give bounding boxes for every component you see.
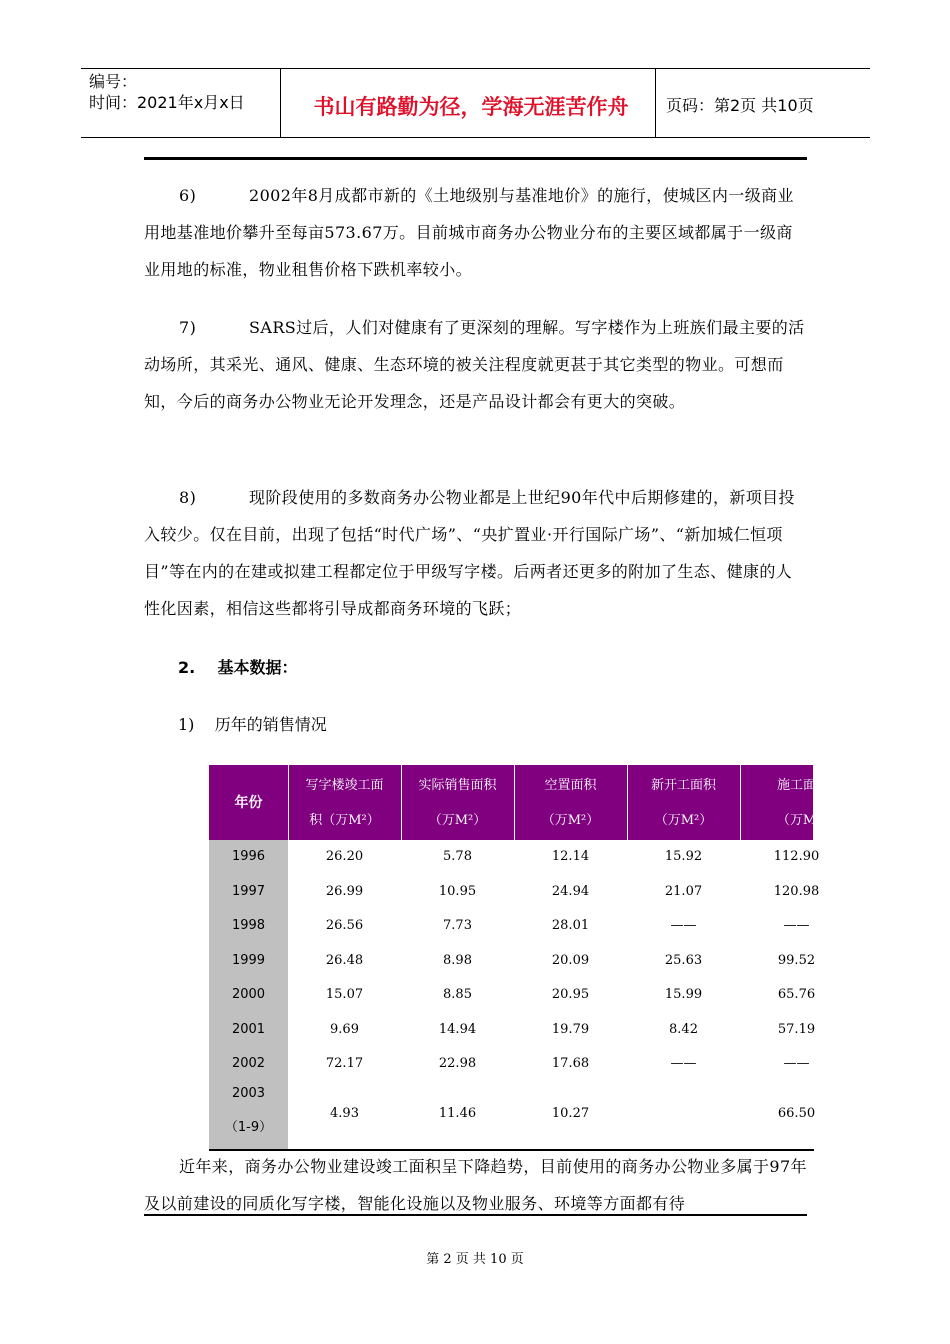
number-label: 编号： bbox=[89, 72, 138, 91]
table-row bbox=[209, 840, 820, 874]
header-meta bbox=[89, 71, 245, 113]
table-cell: 19.79 bbox=[551, 1021, 590, 1037]
table-cell: 26.56 bbox=[325, 918, 364, 933]
table-cell: 26.20 bbox=[325, 849, 364, 864]
table-cell: 15.07 bbox=[325, 987, 364, 1002]
table-cell: 57.19 bbox=[777, 1021, 816, 1037]
table-cell: 120.98 bbox=[773, 883, 820, 899]
bottom-rule bbox=[144, 1214, 807, 1216]
table-cell: 25.63 bbox=[664, 952, 703, 968]
closing-paragraph: 近年来，商务办公物业建设竣工面积呈下降趋势，目前使用的商务办公物业多属于97年及以前建设的同质化写字楼，智能化设施以及物业服务、环境等方面都有待 bbox=[144, 1157, 807, 1213]
table-cell: 99.52 bbox=[777, 952, 816, 968]
table-cell: 65.76 bbox=[777, 987, 816, 1002]
table-row bbox=[209, 1047, 813, 1081]
table-cell: 9.69 bbox=[330, 1021, 359, 1037]
table-cell: 8.98 bbox=[443, 952, 472, 968]
section-heading: 2. 基本数据： bbox=[178, 658, 298, 677]
table-cell-year: 1997 bbox=[231, 883, 266, 899]
sales-table bbox=[209, 765, 820, 1151]
page-footer: 第 2 页 共 10 页 bbox=[426, 1252, 524, 1267]
table-cell: 8.85 bbox=[443, 987, 472, 1002]
table-cell: 20.95 bbox=[551, 987, 590, 1002]
table-cell: 112.90 bbox=[773, 849, 820, 864]
table-header bbox=[209, 765, 817, 840]
table-row bbox=[209, 1077, 816, 1151]
header-vacant-area: 空置面积 （万M²） bbox=[541, 778, 600, 828]
table-cell-year: 2003 （1-9） bbox=[224, 1086, 273, 1135]
table-cell-year: 2002 bbox=[231, 1056, 266, 1071]
table-cell: 10.95 bbox=[438, 883, 477, 899]
table-cell-year: 2001 bbox=[231, 1021, 266, 1037]
table-cell: 26.48 bbox=[325, 952, 364, 968]
table-cell-year: 2000 bbox=[231, 987, 266, 1002]
paragraph-8 bbox=[144, 479, 807, 627]
table-cell: 72.17 bbox=[325, 1056, 364, 1071]
header-construction-area: 施工面 （万M bbox=[776, 778, 817, 828]
table-cell: 21.07 bbox=[664, 883, 703, 899]
table-cell: 4.93 bbox=[330, 1106, 359, 1121]
paragraph-text: 现阶段使用的多数商务办公物业都是上世纪90年代中后期修建的，新项目投入较少。仅在目前，出现了包括“时代广场”、“央扩置业·开行国际广场”、“新加城仁恒项目”等在内的在建或拟建工程都定位于甲级写字楼。后两者还更多的附加了生态、健康的人性化因素，相信这些都将引导成都商务环境的飞跃； bbox=[144, 488, 795, 618]
table-cell: 15.92 bbox=[664, 849, 703, 864]
table-cell-year: 1996 bbox=[231, 849, 266, 864]
paragraph-number: 7) bbox=[179, 318, 197, 337]
table-cell bbox=[627, 1097, 740, 1131]
table-cell: —— bbox=[670, 1056, 697, 1071]
table-row bbox=[209, 944, 816, 978]
table-cell: 26.99 bbox=[325, 883, 364, 899]
paragraph-text: 2002年8月成都市新的《土地级别与基准地价》的施行，使城区内一级商业用地基准地价攀升至每亩573.67万。目前城市商务办公物业分布的主要区域都属于一级商业用地的标准，物业租售价格下跌机率较小。 bbox=[144, 186, 794, 279]
table-cell: —— bbox=[783, 1056, 810, 1071]
header-sold-area: 实际销售面积 （万M²） bbox=[418, 778, 497, 828]
table-cell: 7.73 bbox=[443, 918, 472, 933]
paragraph-6 bbox=[144, 177, 807, 288]
time-label: 时间：2021年x月x日 bbox=[89, 93, 245, 112]
paragraph-number: 6) bbox=[179, 186, 197, 205]
table-row bbox=[209, 909, 813, 943]
top-rule bbox=[144, 157, 807, 160]
paragraph-text: SARS过后，人们对健康有了更深刻的理解。写字楼作为上班族们最主要的活动场所，其采光、通风、健康、生态环境的被关注程度就更甚于其它类型的物业。可想而知，今后的商务办公物业无论开发理念，还是产品设计都会有更大的突破。 bbox=[144, 318, 805, 411]
table-cell: 8.42 bbox=[669, 1021, 698, 1037]
table-cell: 66.50 bbox=[777, 1106, 816, 1121]
table-cell: 20.09 bbox=[551, 952, 590, 968]
header-divider bbox=[280, 69, 281, 137]
table-cell: 17.68 bbox=[551, 1056, 590, 1071]
header-motto: 书山有路勤为径，学海无涯苦作舟 bbox=[313, 95, 629, 119]
header-page-info: 页码：第2页 共10页 bbox=[666, 96, 814, 115]
table-cell: —— bbox=[670, 918, 697, 933]
table-cell: 22.98 bbox=[438, 1056, 477, 1071]
header-completed-area: 写字楼竣工面 积（万M²） bbox=[305, 778, 384, 828]
table-cell: 24.94 bbox=[551, 883, 590, 899]
paragraph-7 bbox=[144, 309, 807, 420]
table-row bbox=[209, 875, 820, 909]
table-cell: 5.78 bbox=[443, 849, 472, 864]
table-cell: 14.94 bbox=[438, 1021, 477, 1037]
table-cell-year: 1999 bbox=[231, 952, 266, 968]
header-new-start-area: 新开工面积 （万M²） bbox=[650, 778, 716, 828]
table-cell: 28.01 bbox=[551, 918, 590, 933]
paragraph-number: 8) bbox=[179, 488, 197, 507]
table-cell: 12.14 bbox=[551, 849, 590, 864]
table-row bbox=[209, 978, 816, 1012]
table-row bbox=[209, 1013, 816, 1047]
header-year: 年份 bbox=[234, 795, 263, 811]
subsection-title: 1) 历年的销售情况 bbox=[178, 715, 327, 734]
table-cell: —— bbox=[783, 918, 810, 933]
table-cell-year: 1998 bbox=[231, 918, 266, 933]
table-cell: 11.46 bbox=[438, 1106, 477, 1121]
table-cell: 10.27 bbox=[551, 1106, 590, 1121]
page-header bbox=[81, 68, 870, 138]
table-cell: 15.99 bbox=[664, 987, 703, 1002]
